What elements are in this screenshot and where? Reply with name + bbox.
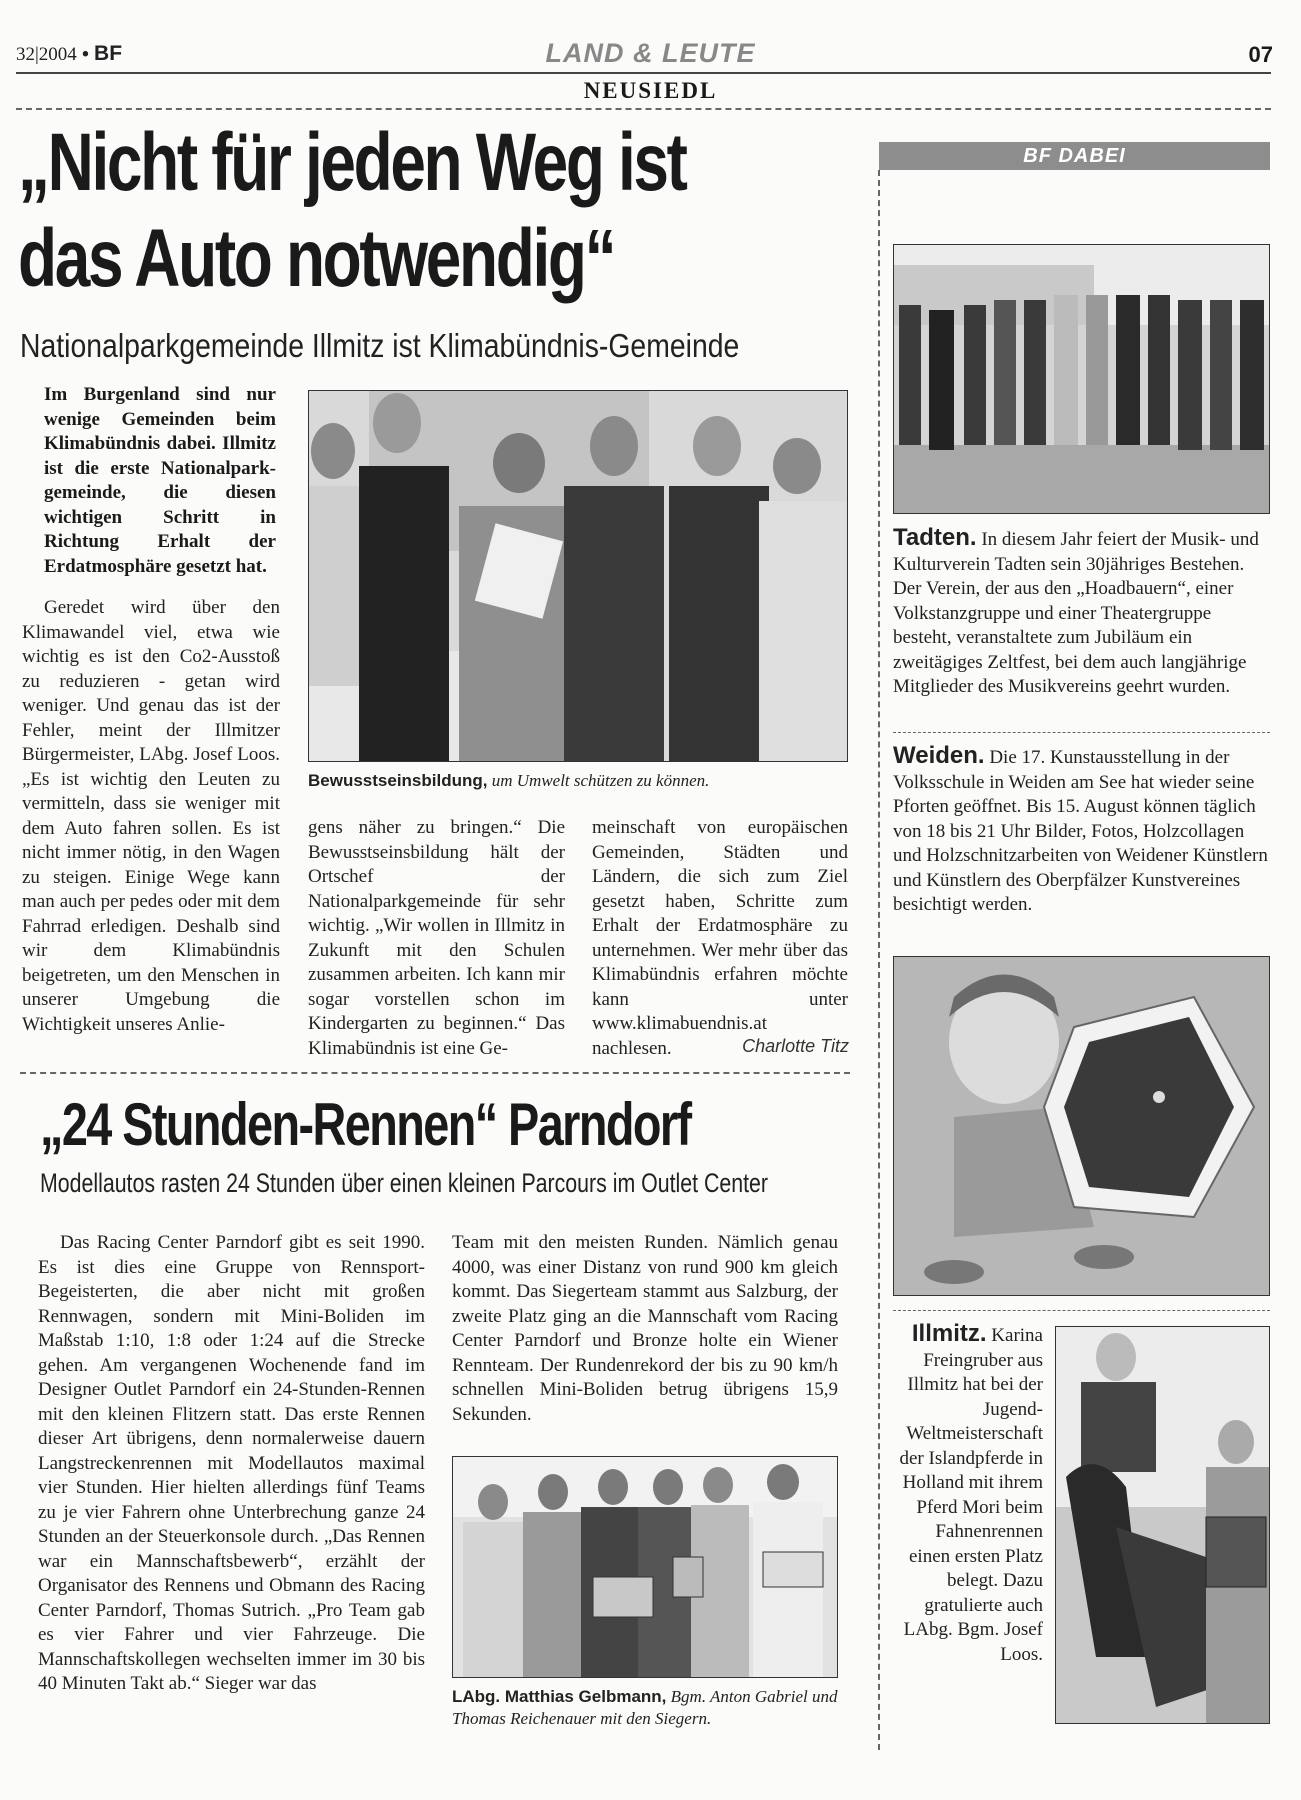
weiden-lead: Weiden. [893, 742, 985, 769]
article-1-column-2: gens näher zu bringen.“ Die Bewusstseinsbildung hält der Ortschef der Nationalparkgemeinde für sehr wichtig. „Wir wollen in Illmitz in Zukunft mit den Schulen zusammen arbeiten. Ich kann mir sogar vorstellen schon im Kindergarten zu beginnen.“ Das Klimabündnis ist eine Ge- [308, 817, 565, 1059]
sidebar-divider-1 [893, 732, 1270, 733]
tadten-item [893, 526, 1270, 700]
headline-2: „24 Stunden-Rennen“ Parndorf [40, 1091, 691, 1158]
article-1-caption-text: um Umwelt schützen zu können. [491, 771, 710, 790]
article-1-column-1: Geredet wird über den Klimawandel viel, etwa wie wichtig es ist den Co2-Ausstoß zu reduzieren - getan wird weniger. Und genau das ist der Fehler, meint der Illmitzer Bürgermeister, LAbg. Josef Loos. „Es ist wichtig den Leuten zu vermitteln, dass sie weniger mit dem Auto fahren sollen. Es ist nicht immer nötig, in den Wagen zu steigen. Einige Wege kann man auch per pedes oder mit dem Fahrrad erledigen. Deshalb sind wir dem Klimabündnis beigetreten, um den Menschen in unserer Umgebung die Wichtigkeit unseres Anlie- [22, 597, 280, 1035]
illmitz-item [893, 1322, 1043, 1667]
issue-bullet: • [82, 44, 89, 65]
sidebar-divider-2 [893, 1310, 1270, 1311]
sidebar-left-rule [878, 170, 880, 1750]
article-2-column-2: Team mit den meisten Runden. Nämlich genau 4000, was einer Distanz von rund 900 km gleich kommt. Das Siegerteam stammt aus Salzburg, der zweite Platz ging an die Mannschaft vom Racing Center Parndorf und Bronze holte ein Wiener Rennteam. Der Rundenrekord der bis zu 90 km/h schnellen Mini-Boliden betrug übrigens 15,9 Sekunden. [452, 1232, 838, 1425]
illmitz-lead: Illmitz. [911, 1320, 987, 1347]
article-divider [20, 1072, 850, 1074]
brand-logo: BF [94, 42, 123, 65]
section-title: LAND & LEUTE [545, 38, 756, 68]
article-2-column-1: Das Racing Center Parndorf gibt es seit 1990. Es ist dies eine Gruppe von Rennsport-Begeisterten, die aber nicht mit großen Rennwagen, sondern mit Mini-Boliden im Maßstab 1:10, 1:8 oder 1:24 auf die Strecke gehen. Am vergangenen Wochenende fand im Designer Outlet Parndorf ein 24-Stunden-Rennen mit den kleinen Flitzern statt. Das erste Rennen dieser Art übrigens, denn normalerweise dauern Langstreckenrennen mit Modellautos maximal vier Stunden. Hier hielten allerdings fünf Teams zu je vier Fahrern ohne Unterbrechung ganze 24 Stunden an der Steuerkonsole durch. „Das Rennen war ein Mannschaftsbewerb“, erzählt der Organisator des Rennens und Obmann des Racing Center Parndorf, Thomas Sutrich. „Pro Team gab es vier Fahrer und vier Fahrzeuge. Die Mannschaftskollegen wechselten immer im 30 bis 40 Minuten Takt ab.“ Sieger war das [38, 1232, 425, 1694]
subheadline-2: Modellautos rasten 24 Stunden über einen kleinen Parcours im Outlet Center [40, 1168, 769, 1198]
article-1-photo [308, 390, 848, 762]
article-2-photo [452, 1456, 838, 1678]
article-1-photo-caption [308, 770, 848, 792]
headline-1-line-1: „Nicht für jeden Weg ist [18, 117, 686, 208]
weiden-photo [893, 956, 1270, 1296]
headline-1-line-2: das Auto notwendig“ [18, 213, 615, 304]
tadten-lead: Tadten. [893, 524, 977, 551]
header-dashed-rule [16, 108, 1271, 110]
page-number: 07 [1248, 42, 1273, 67]
tadten-text: In diesem Jahr feiert der Musik- und Kulturverein Tadten sein 30jähriges Bestehen. Der Verein, der aus den „Hoadbauern“, einer Volkstanzgruppe und einer Theatergruppe besteht, veranstaltete zum Jubiläum ein zweitägiges Zeltfest, bei dem auch langjährige Mitglieder des Musikvereins geehrt wurden. [893, 529, 1259, 697]
weiden-item [893, 744, 1270, 918]
group-photo-illustration [309, 391, 848, 762]
article-2-caption-bold: LAbg. Matthias Gelbmann, [452, 1687, 667, 1706]
weiden-text: Die 17. Kunstausstellung in der Volksschule in Weiden am See hat wieder seine Pforten geöffnet. Bis 15. August können täglich von 18 bis 21 Uhr Bilder, Fotos, Holzcollagen und Holzschnitzarbeiten von Weidener Künstlern und Künstlern des Oberpfälzer Kunstvereines besichtigt werden. [893, 747, 1268, 915]
article-2-caption-text: Bgm. Anton Gabriel und Thomas Reichenauer mit den Siegern. [452, 1687, 838, 1728]
tadten-band-photo-illustration [894, 245, 1270, 514]
sidebar-title: BF DABEI [879, 142, 1270, 170]
horse-rider-illustration [1056, 1327, 1270, 1724]
child-with-painting-illustration [894, 957, 1270, 1296]
article-1-author: Charlotte Titz [742, 1036, 849, 1056]
region-title: NEUSIEDL [583, 78, 718, 103]
subheadline-1: Nationalparkgemeinde Illmitz ist Klimabündnis-Gemeinde [20, 327, 740, 364]
lead-paragraph: Im Burgenland sind nur wenige Gemeinden beim Klimabündnis dabei. Illmitz ist die erste Nationalpark-gemeinde, die diesen wichtigen Schritt in Richtung Erhalt der Erdatmosphäre gesetzt hat. [44, 384, 276, 577]
racing-team-photo-illustration [453, 1457, 838, 1678]
issue-number: 32|2004 [16, 44, 77, 65]
illmitz-text: Karina Freingruber aus Illmitz hat bei der Jugend-Weltmeisterschaft der Islandpferde in Holland mit ihrem Pferd Mori beim Fahnenrennen einen ersten Platz belegt. Dazu gratulierte auch LAbg. Bgm. Josef Loos. [899, 1325, 1043, 1665]
article-1-caption-bold: Bewusstseinsbildung, [308, 771, 488, 790]
article-2-photo-caption [452, 1686, 838, 1730]
article-1-column-3: meinschaft von europäischen Gemeinden, Städten und Ländern, die sich zum Ziel gesetzt haben, Schritte zum Erhalt der Erdatmosphäre zu unternehmen. Wer mehr über das Klimabündnis erfahren möchte kann unter www.klimabuendnis.at nachlesen. [592, 817, 848, 1059]
tadten-photo [893, 244, 1270, 514]
header-rule [16, 72, 1271, 74]
illmitz-photo [1055, 1326, 1270, 1724]
